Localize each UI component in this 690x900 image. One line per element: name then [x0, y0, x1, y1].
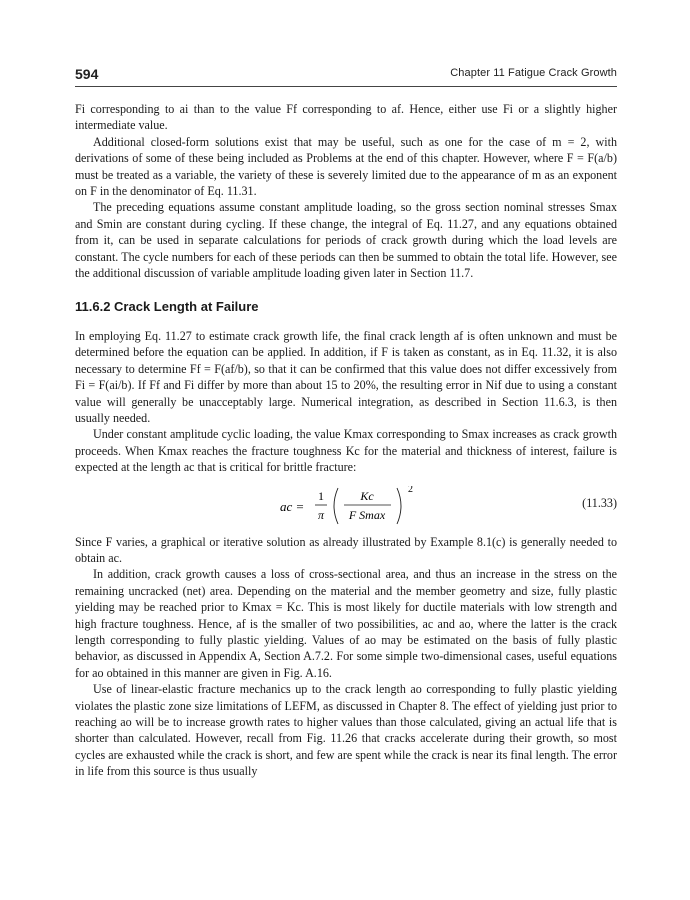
paragraph: The preceding equations assume constant amplitude loading, so the gross section nominal stresses Smax and Smin are constant during cycling. If these change, the integral of Eq. 11.27, and any equations obtained from it, can be used in separate calculations for periods of crack growth during which the load levels are constant. The cycle numbers for each of these periods can then be summed to obtain the total life. However, see the additional discussion of variable amplitude loading given later in Section 11.7. [75, 200, 617, 281]
fraction-denominator: π [317, 507, 325, 522]
paragraph: In employing Eq. 11.27 to estimate crack growth life, the final crack length af is often unknown and must be determined before the equation can be applied. In addition, if F is taken as constant, as in Eq. 11.32, it is also necessary to determine Ff = F(af/b), so that it can be confirmed that this value does not differ excessively from Fi = F(ai/b). If Ff and Fi differ by more than about 15 to 20%, the resulting error in Nif due to using a constant value will generally be unacceptably large. Numerical integration, as described in Section 11.6.3, is then usually needed. [75, 328, 617, 425]
left-paren [334, 488, 338, 524]
body-text [75, 101, 617, 780]
section-heading: 11.6.2 Crack Length at Failure [75, 299, 259, 315]
equation-number: (11.33) [582, 495, 617, 510]
paragraph: Use of linear-elastic fracture mechanics up to the crack length ao corresponding to fully plastic yielding violates the plastic zone size limitations of LEFM, as discussed in Chapter 8. The effect of yielding just prior to reaching ao will be to increase growth rates to higher values than those calculated, giving an actual life that is shorter than calculated. However, recall from Fig. 11.26 that cracks accelerate during their growth, so most cycles are exhausted while the crack is short, and few are spent while the crack is near its final length. The error in life from this source is thus usually [75, 682, 617, 779]
inner-denominator: F Smax [348, 507, 386, 522]
inner-numerator: Kc [360, 488, 374, 503]
page-number: 594 [75, 66, 99, 82]
paragraph: Since F varies, a graphical or iterative solution as already illustrated by Example 8.1(c) is generally needed to obtain ac. [75, 534, 617, 565]
fraction-numerator: 1 [318, 488, 324, 503]
equation-lhs: ac = [280, 498, 305, 514]
header-rule [75, 86, 617, 87]
paragraph: Additional closed-form solutions exist that may be useful, such as one for the case of m = 2, with derivations of some of these being included as Problems at the end of this chapter. However, where F = F(a/b) must be treated as a variable, the variety of these is severely limited due to the appearance of m as an exponent on F in the denominator of Eq. 11.31. [75, 134, 617, 199]
exponent: 2 [408, 485, 413, 495]
paragraph: In addition, crack growth causes a loss of cross-sectional area, and thus an increase in the stress on the remaining uncracked (net) area. Depending on the material and the member geometry and size, fully plastic yielding may be reached prior to Kmax = Kc. This is most likely for ductile materials with low strength and high fracture toughness. Hence, af is the smaller of two possibilities, ac and ao, where the latter is the crack length corresponding to fully plastic yielding. Values of ao may be estimated on the basis of fully plastic behavior, as discussed in Appendix A, Section A.7.2. For some simple two-dimensional cases, useful equations for ao obtained in this manner are given in Fig. A.16. [75, 567, 617, 680]
page-header [75, 66, 617, 86]
chapter-title: Chapter 11 Fatigue Crack Growth [450, 67, 617, 79]
equation-11-33 [75, 480, 617, 526]
paragraph: Under constant amplitude cyclic loading, the value Kmax corresponding to Smax increases as crack growth proceeds. When Kmax reaches the fracture toughness Kc for the material and thickness of interest, failure is expected at the length ac that is critical for brittle fracture: [75, 427, 617, 475]
paragraph: Fi corresponding to ai than to the value Ff corresponding to af. Hence, either use Fi or a slightly higher intermediate value. [75, 102, 617, 133]
right-paren [397, 488, 401, 524]
equation-formula [280, 486, 460, 526]
